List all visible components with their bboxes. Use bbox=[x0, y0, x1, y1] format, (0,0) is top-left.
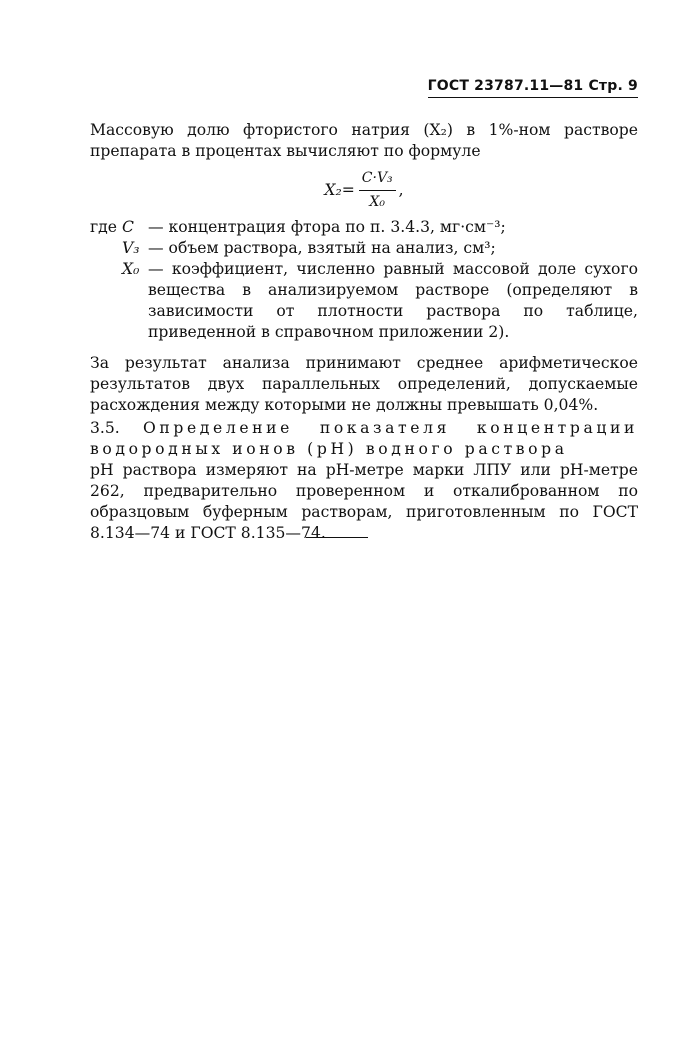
definition-text: — концентрация фтора по п. 3.4.3, мг·см⁻³; bbox=[147, 218, 506, 236]
definition-symbol: X₀ bbox=[122, 260, 140, 278]
definition-text: — коэффициент, численно равный массовой доле сухого вещества в анализируемом растворе (определяют в зависимости от плотности раствора по таблице, приведенной в справочном приложении 2). bbox=[148, 260, 638, 341]
formula-numerator: C·V₃ bbox=[359, 168, 396, 191]
definition-item bbox=[90, 217, 638, 238]
definition-item bbox=[90, 238, 638, 259]
end-rule bbox=[306, 537, 368, 538]
definition-lead bbox=[122, 259, 148, 343]
definition-symbol: C bbox=[121, 218, 134, 236]
standard-number: ГОСТ 23787.11—81 bbox=[427, 78, 584, 94]
page-number: Стр. 9 bbox=[588, 78, 638, 94]
formula bbox=[90, 168, 638, 213]
section-heading bbox=[90, 418, 638, 460]
document-body bbox=[90, 120, 638, 544]
definition-lead: где C bbox=[90, 217, 148, 238]
ph-paragraph: pH раствора измеряют на pH-метре марки ЛПУ или pH-метре 262, предварительно проверенном и откалиброванном по образцовым буферным растворам, приготовленным по ГОСТ 8.134—74 и ГОСТ 8.135—74. bbox=[90, 461, 638, 542]
definition-item bbox=[90, 259, 638, 343]
variable-definitions bbox=[90, 217, 638, 343]
section-number: 3.5. bbox=[90, 419, 144, 437]
formula-comma: , bbox=[398, 181, 404, 199]
definition-lead bbox=[122, 238, 148, 259]
formula-lhs: X₂= bbox=[324, 181, 355, 199]
result-paragraph: За результат анализа принимают среднее арифметическое результатов двух параллельных определений, допускаемые расхождения между которыми не должны превышать 0,04%. bbox=[90, 354, 638, 414]
section-title: Определение показателя концентрации водородных ионов (pH) водного раствора bbox=[90, 419, 639, 458]
formula-denominator: X₀ bbox=[369, 194, 386, 210]
formula-fraction bbox=[359, 168, 396, 213]
page-header bbox=[428, 78, 638, 98]
intro-paragraph: Массовую долю фтористого натрия (X₂) в 1%-ном растворе препарата в процентах вычисляют по формуле bbox=[90, 121, 638, 160]
definition-text: — объем раствора, взятый на анализ, см³; bbox=[148, 239, 496, 257]
definition-symbol: V₃ bbox=[122, 239, 140, 257]
